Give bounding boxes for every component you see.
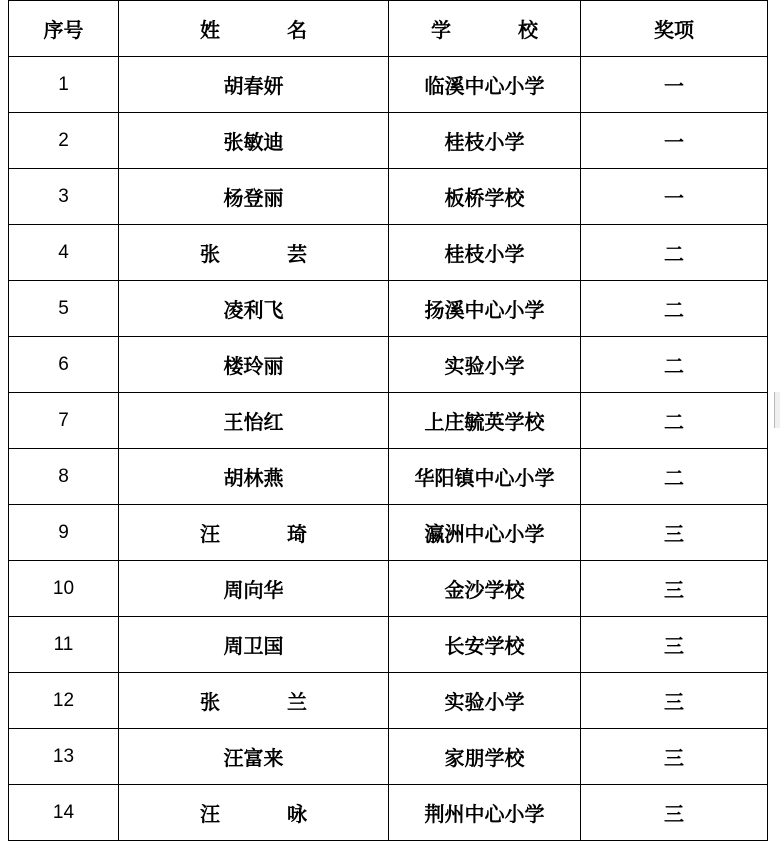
- table-row: [9, 617, 768, 673]
- header-no: 序号: [9, 1, 119, 57]
- cell-school: 桂枝小学: [389, 113, 581, 169]
- cell-award: 三: [581, 729, 768, 785]
- table-row: [9, 393, 768, 449]
- header-award: 奖项: [581, 1, 768, 57]
- cell-award: 一: [581, 169, 768, 225]
- cell-name: 胡林燕: [119, 449, 389, 505]
- cell-award: 三: [581, 561, 768, 617]
- cell-name: 凌利飞: [119, 281, 389, 337]
- cell-award: 三: [581, 673, 768, 729]
- cell-award: 三: [581, 785, 768, 841]
- cell-award: 二: [581, 225, 768, 281]
- table-row: [9, 169, 768, 225]
- cell-school: 家朋学校: [389, 729, 581, 785]
- cell-name: 汪 琦: [119, 505, 389, 561]
- table-row: [9, 57, 768, 113]
- cell-number: 8: [9, 449, 119, 505]
- cell-number: 4: [9, 225, 119, 281]
- cell-name: 汪富来: [119, 729, 389, 785]
- header-row: [9, 1, 768, 57]
- cell-number: 9: [9, 505, 119, 561]
- table-row: [9, 281, 768, 337]
- cell-school: 临溪中心小学: [389, 57, 581, 113]
- cell-name: 王怡红: [119, 393, 389, 449]
- table-row: [9, 225, 768, 281]
- cell-name: 张敏迪: [119, 113, 389, 169]
- cell-number: 3: [9, 169, 119, 225]
- cell-award: 一: [581, 57, 768, 113]
- cell-name: 周卫国: [119, 617, 389, 673]
- header-name: 姓 名: [119, 1, 389, 57]
- cell-award: 二: [581, 393, 768, 449]
- cell-school: 扬溪中心小学: [389, 281, 581, 337]
- cell-school: 瀛洲中心小学: [389, 505, 581, 561]
- cell-name: 杨登丽: [119, 169, 389, 225]
- cell-award: 二: [581, 337, 768, 393]
- table-row: [9, 729, 768, 785]
- cell-school: 板桥学校: [389, 169, 581, 225]
- cell-school: 长安学校: [389, 617, 581, 673]
- cell-school: 上庄毓英学校: [389, 393, 581, 449]
- cell-number: 6: [9, 337, 119, 393]
- cell-school: 华阳镇中心小学: [389, 449, 581, 505]
- cell-award: 三: [581, 617, 768, 673]
- cell-school: 荆州中心小学: [389, 785, 581, 841]
- cell-school: 实验小学: [389, 337, 581, 393]
- cell-number: 1: [9, 57, 119, 113]
- cell-name: 汪 咏: [119, 785, 389, 841]
- cell-number: 10: [9, 561, 119, 617]
- cell-award: 二: [581, 281, 768, 337]
- award-table: [8, 0, 768, 841]
- cell-award: 二: [581, 449, 768, 505]
- scroll-edge-marker: [774, 392, 780, 428]
- cell-name: 张 兰: [119, 673, 389, 729]
- cell-number: 14: [9, 785, 119, 841]
- cell-number: 13: [9, 729, 119, 785]
- cell-name: 胡春妍: [119, 57, 389, 113]
- table-row: [9, 673, 768, 729]
- cell-award: 三: [581, 505, 768, 561]
- cell-school: 实验小学: [389, 673, 581, 729]
- table-body: [9, 57, 768, 841]
- cell-award: 一: [581, 113, 768, 169]
- cell-school: 金沙学校: [389, 561, 581, 617]
- table-header: [9, 1, 768, 57]
- cell-name: 张 芸: [119, 225, 389, 281]
- table-row: [9, 449, 768, 505]
- cell-name: 楼玲丽: [119, 337, 389, 393]
- cell-number: 5: [9, 281, 119, 337]
- cell-name: 周向华: [119, 561, 389, 617]
- cell-number: 2: [9, 113, 119, 169]
- cell-number: 12: [9, 673, 119, 729]
- cell-school: 桂枝小学: [389, 225, 581, 281]
- cell-number: 7: [9, 393, 119, 449]
- cell-number: 11: [9, 617, 119, 673]
- table-row: [9, 785, 768, 841]
- table-row: [9, 505, 768, 561]
- table-row: [9, 337, 768, 393]
- table-row: [9, 113, 768, 169]
- header-school: 学 校: [389, 1, 581, 57]
- table-row: [9, 561, 768, 617]
